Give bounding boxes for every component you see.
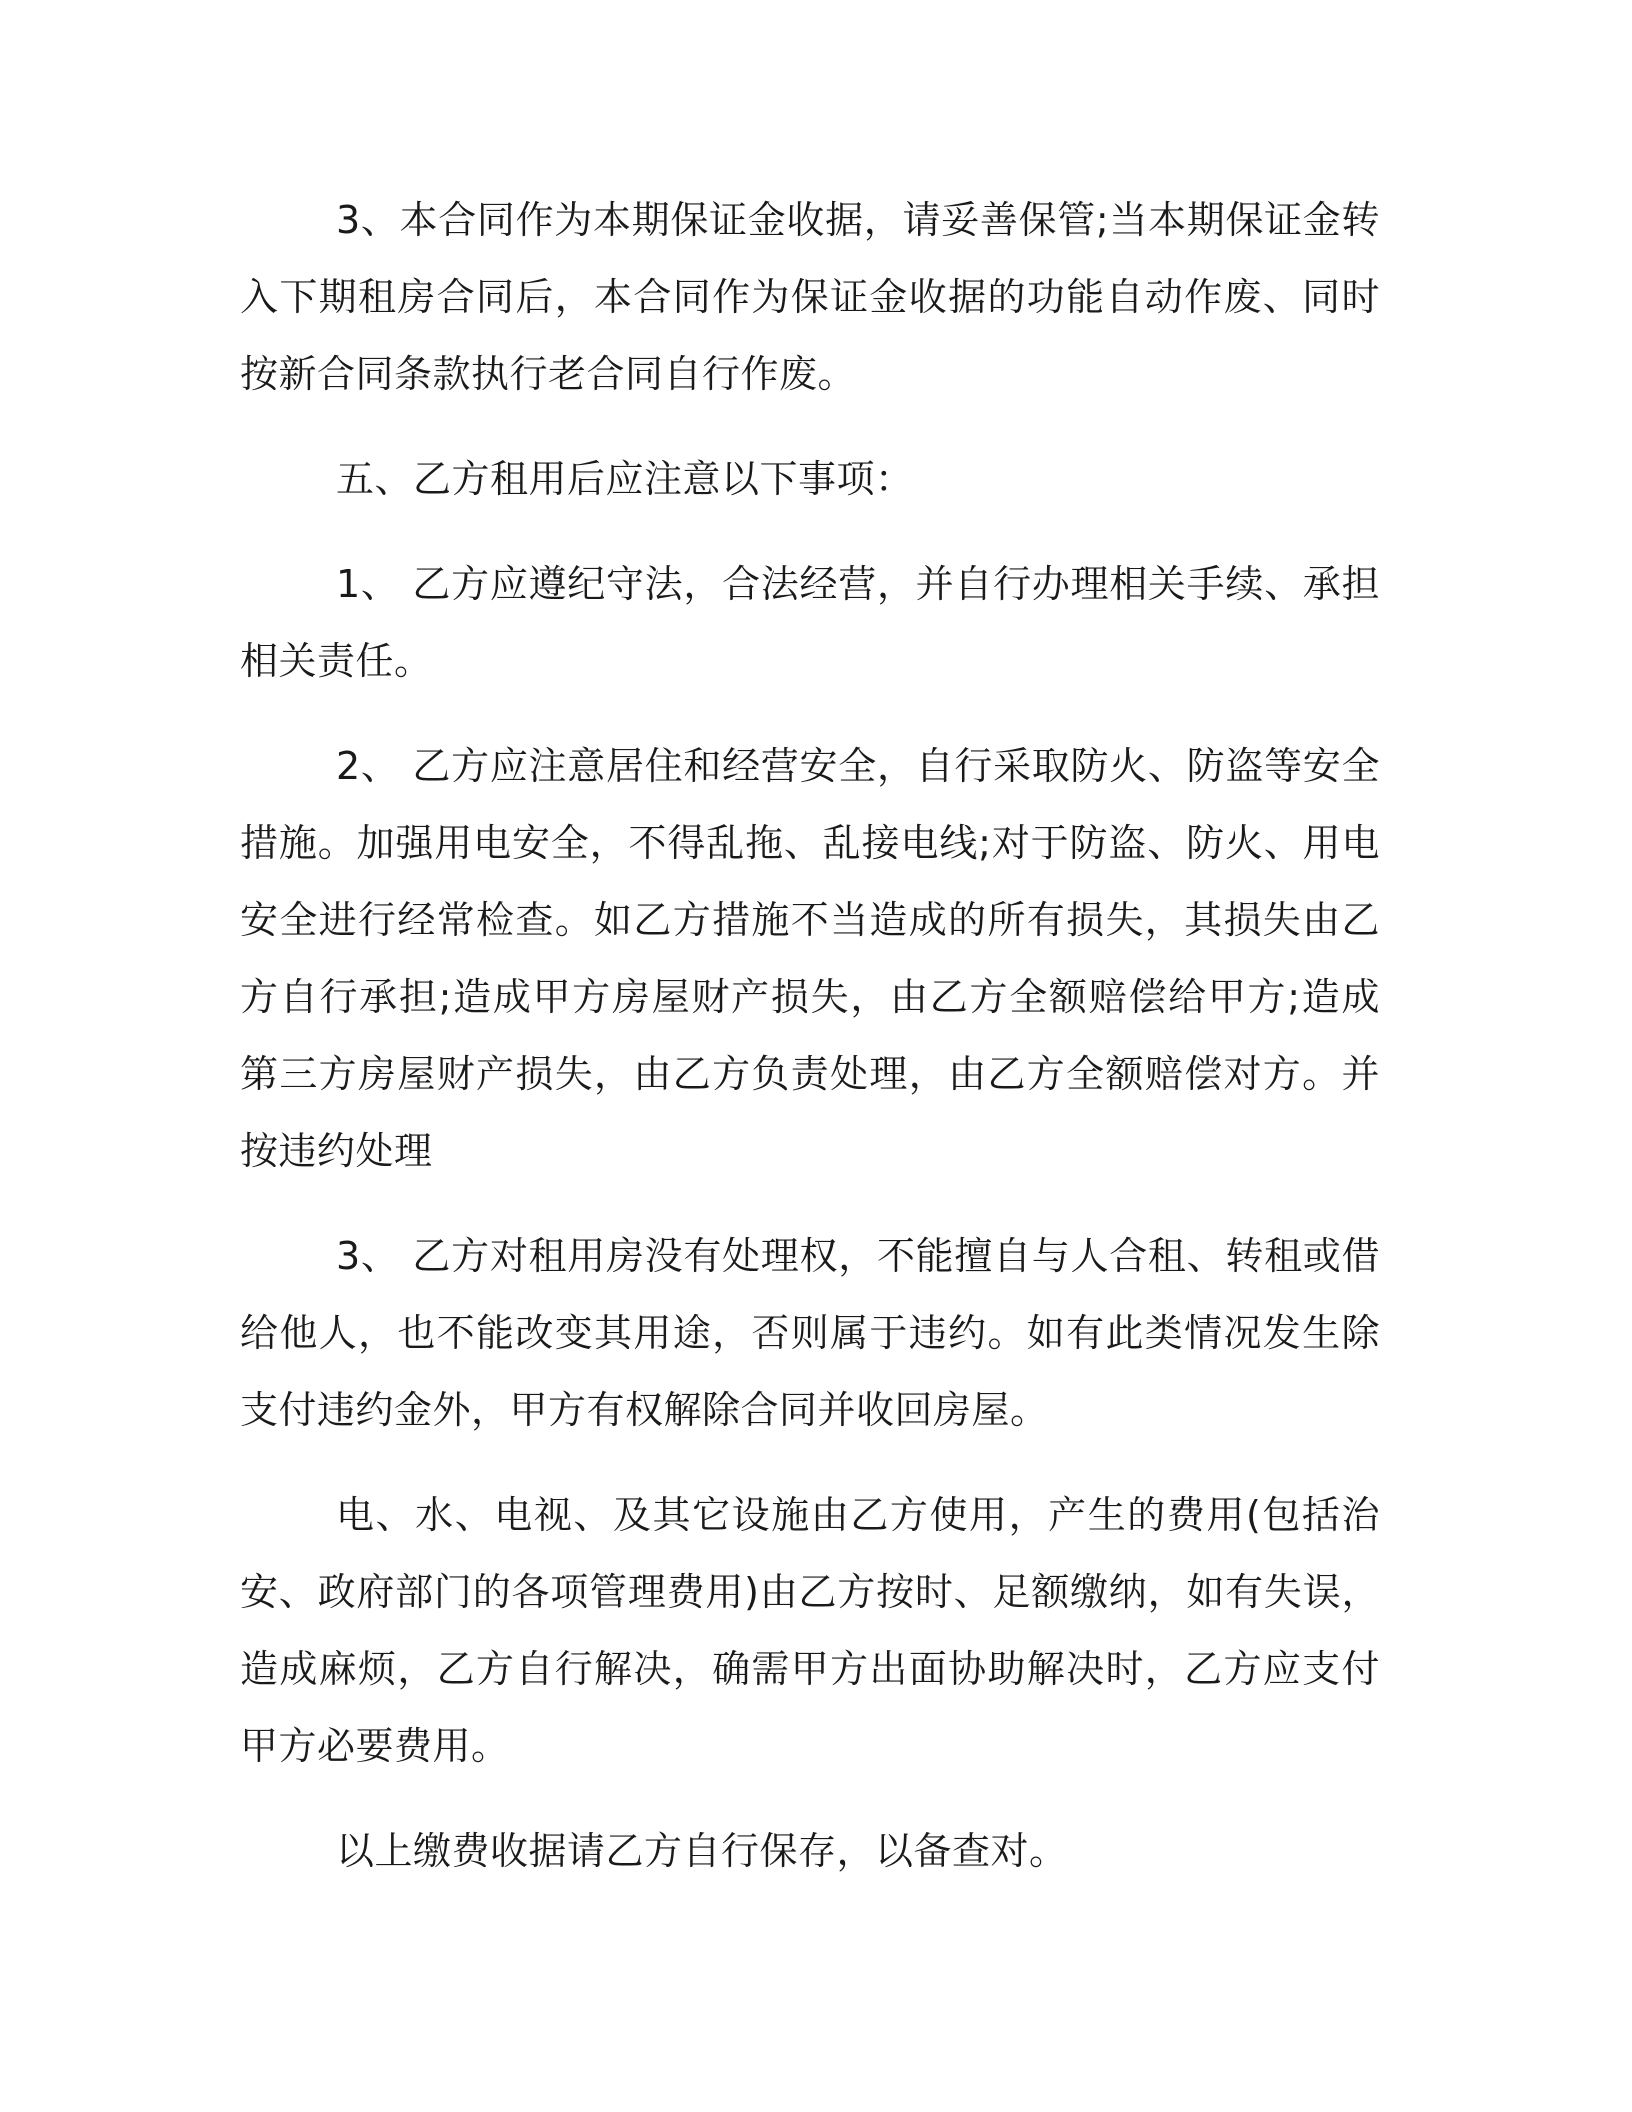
- document-body: [240, 182, 1380, 1890]
- paragraph-item-3: 3、 乙方对租用房没有处理权，不能擅自与人合租、转租或借给他人，也不能改变其用途，否则属于违约。如有此类情况发生除支付违约金外，甲方有权解除合同并收回房屋。: [240, 1234, 1380, 1432]
- section-heading-tenant-notes: 五、乙方租用后应注意以下事项：: [336, 457, 914, 501]
- paragraph-utilities: 电、水、电视、及其它设施由乙方使用，产生的费用(包括治安、政府部门的各项管理费用)由乙方按时、足额缴纳，如有失误，造成麻烦，乙方自行解决，确需甲方出面协助解决时，乙方应支付甲方必要费用。: [240, 1493, 1380, 1768]
- paragraph-item-2: 2、 乙方应注意居住和经营安全，自行采取防火、防盗等安全措施。加强用电安全，不得乱拖、乱接电线;对于防盗、防火、用电安全进行经常检查。如乙方措施不当造成的所有损失，其损失由乙方自行承担;造成甲方房屋财产损失，由乙方全额赔偿给甲方;造成第三方房屋财产损失，由乙方负责处理，由乙方全额赔偿对方。并按违约处理: [240, 744, 1380, 1173]
- paragraph-item-1: 1、 乙方应遵纪守法，合法经营，并自行办理相关手续、承担相关责任。: [240, 562, 1380, 683]
- paragraph-receipt-keeping: 以上缴费收据请乙方自行保存，以备查对。: [336, 1829, 1068, 1873]
- paragraph-deposit-receipt: 3、本合同作为本期保证金收据，请妥善保管;当本期保证金转入下期租房合同后，本合同作为保证金收据的功能自动作废、同时按新合同条款执行老合同自行作废。: [240, 198, 1380, 396]
